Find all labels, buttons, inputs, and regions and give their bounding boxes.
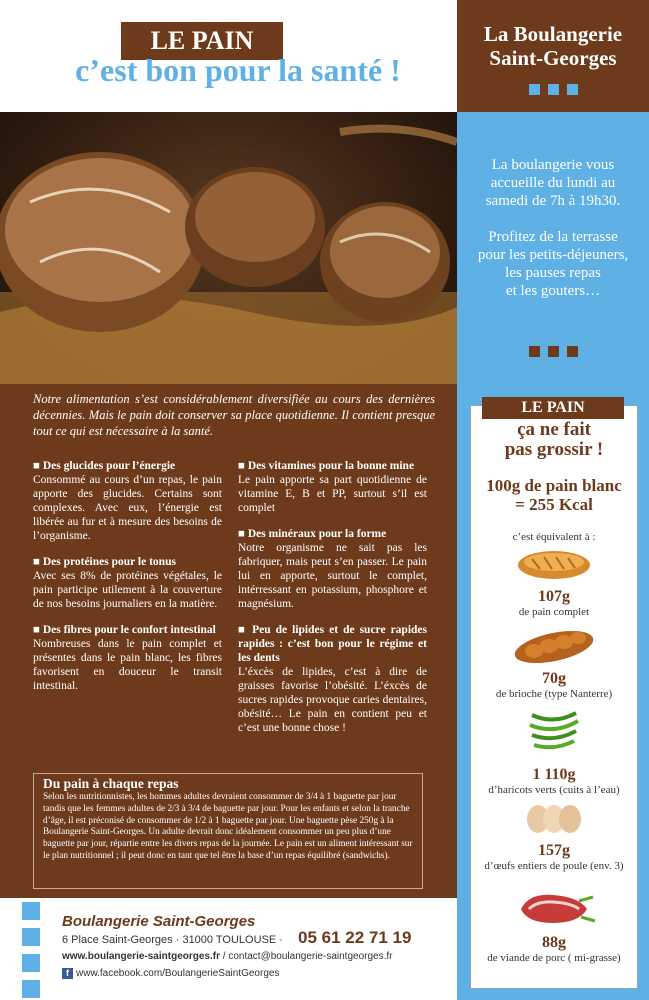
hours-line: accueille du lundi au (490, 175, 616, 191)
website-link[interactable]: www.boulangerie-saintgeorges.fr (62, 951, 220, 962)
left-column (33, 459, 222, 705)
food-item (470, 887, 638, 965)
page-title: c’est bon pour la santé ! (75, 52, 401, 88)
panel-title-line: pas grossir ! (504, 439, 604, 460)
facebook-icon: f (62, 968, 73, 979)
section-text: Le pain apporte sa part quotidienne de vitamine E, B et PP, surtout s’il est complet (238, 474, 427, 514)
food-description: de pain complet (518, 606, 590, 618)
section-heading: ■ Des glucides pour l’énergie (33, 460, 176, 472)
section-text: Notre organisme ne sait pas les fabriquer, mais peut s’en passer. Le pain lui en apporte, surtout le complet, intérressant en potassium, phosphore et magnésium. (238, 542, 427, 610)
footer-phone[interactable]: 05 61 22 71 19 (298, 928, 412, 947)
divider-squares (457, 344, 649, 362)
bread-icon (514, 547, 594, 583)
kcal-line: = 255 Kcal (515, 495, 593, 514)
footer-facebook[interactable] (62, 968, 279, 979)
header-tag: LE PAIN (121, 22, 283, 60)
footer-square (22, 928, 40, 946)
facebook-link[interactable]: www.facebook.com/BoulangerieSaintGeorges (76, 968, 280, 980)
food-description: de viande de porc ( mi-grasse) (487, 952, 621, 964)
hours-line: et les gouters… (505, 283, 601, 299)
section-text: L’éxcès de lipides, c’est à dire de graisses favorise l’obésité. L’éxcès de sucres rapides provoque caries dentaires, obésité… Le pain en contient peu et c’est une bonne chose ! (238, 666, 427, 734)
footer-square (22, 980, 40, 998)
food-description: d’œufs entiers de poule (env. 3) (484, 860, 624, 872)
repas-text: Selon les nutritionnistes, les hommes adultes devraient consommer de 3/4 à 1 baguette par jour tandis que les femmes adultes de 2/3 à 3/4 de baguette par jour. Pour les enfants et selon la tranche d’âge, il est préconisé de consommer de 1/2 à 1 baguette par jour. Une baguette pèse 250g à la Boulangerie Saint-Georges. Un adulte devrait donc idéalement consommer un peu plus d’une baguette par jour, répartie entre les divers repas de la journée. Le pain est un aliment intéressant sur le plan nutritionnel ; il peut donc en tant que tel être la base d’un repas équilibré (sandwichs). (43, 792, 413, 861)
section-heading: ■ Des fibres pour le confort intestinal (33, 624, 216, 636)
hours-line: les pauses repas (505, 265, 601, 281)
section-text: Consommé au cours d’un repas, le pain apporte des glucides. Certains sont complexes. Avec eux, l’énergie est libérée au fur et à mesure des besoins de l’organisme. (33, 474, 222, 542)
food-description: d’haricots verts (cuits à l’eau) (488, 784, 620, 796)
food-quantity: 1 110g (532, 766, 576, 783)
food-item (470, 801, 638, 873)
section-text: Avec ses 8% de protéines végétales, le pain participe utilement à la couverture de nos besoins journaliers en la matière. (33, 570, 222, 610)
food-item (470, 625, 638, 701)
opening-hours (474, 156, 632, 300)
food-quantity: 157g (538, 842, 570, 859)
food-quantity: 70g (542, 670, 566, 687)
panel-tag: LE PAIN (482, 397, 624, 419)
section-heading: ■ Peu de lipides et de sucre rapides rapides : c’est bon pour le régime et les dents (238, 624, 427, 664)
section-heading: ■ Des minéraux pour la forme (238, 528, 387, 540)
section-text: Nombreuses dans le pain complet et présentes dans le pain blanc, les fibres favorisent en douceur le transit intestinal. (33, 638, 222, 692)
brand-line-2: Saint-Georges (489, 46, 617, 70)
footer-square (22, 902, 40, 920)
food-item (470, 547, 638, 619)
footer-square (22, 954, 40, 972)
bread-loaves-image (0, 112, 457, 384)
eggs-icon (524, 801, 584, 837)
section-heading: ■ Des vitamines pour la bonne mine (238, 460, 415, 472)
brand-line-1: La Boulangerie (483, 22, 623, 46)
intro-text: Notre alimentation s’est considérablement diversifiée au cours des dernières décennies. Mais le pain doit conserver sa place quotidienne. Il contient presque tout ce qui est nécessaire à la santé. (33, 392, 435, 438)
equivalent-label: c’est équivalent à : (512, 531, 596, 543)
brioche-icon (509, 625, 599, 665)
contact-email[interactable]: / contact@boulangerie-saintgeorges.fr (220, 951, 393, 962)
bread-photo (0, 112, 457, 384)
right-text-column (238, 459, 427, 747)
food-quantity: 107g (538, 588, 570, 605)
food-item (470, 705, 638, 797)
footer-address: 6 Place Saint-Georges · 31000 TOULOUSE · (62, 934, 283, 946)
food-quantity: 88g (542, 934, 566, 951)
section-heading: ■ Des protéines pour le tonus (33, 556, 176, 568)
footer-web (62, 951, 392, 962)
panel-title (470, 420, 638, 460)
hours-line: Profitez de la terrasse (488, 229, 618, 245)
panel-kcal (470, 476, 638, 514)
panel-title-line: ça ne fait (517, 419, 591, 440)
footer-business-name: Boulangerie Saint-Georges (62, 913, 256, 930)
hours-line: pour les petits-déjeuners, (477, 247, 629, 263)
brand-squares (457, 82, 649, 100)
pork-meat-icon (509, 887, 599, 929)
hours-line: samedi de 7h à 19h30. (485, 193, 621, 209)
repas-title: Du pain à chaque repas (43, 776, 179, 791)
hours-line: La boulangerie vous (491, 157, 615, 173)
green-beans-icon (524, 705, 584, 755)
food-description: de brioche (type Nanterre) (495, 688, 613, 700)
kcal-line: 100g de pain blanc (486, 476, 622, 495)
